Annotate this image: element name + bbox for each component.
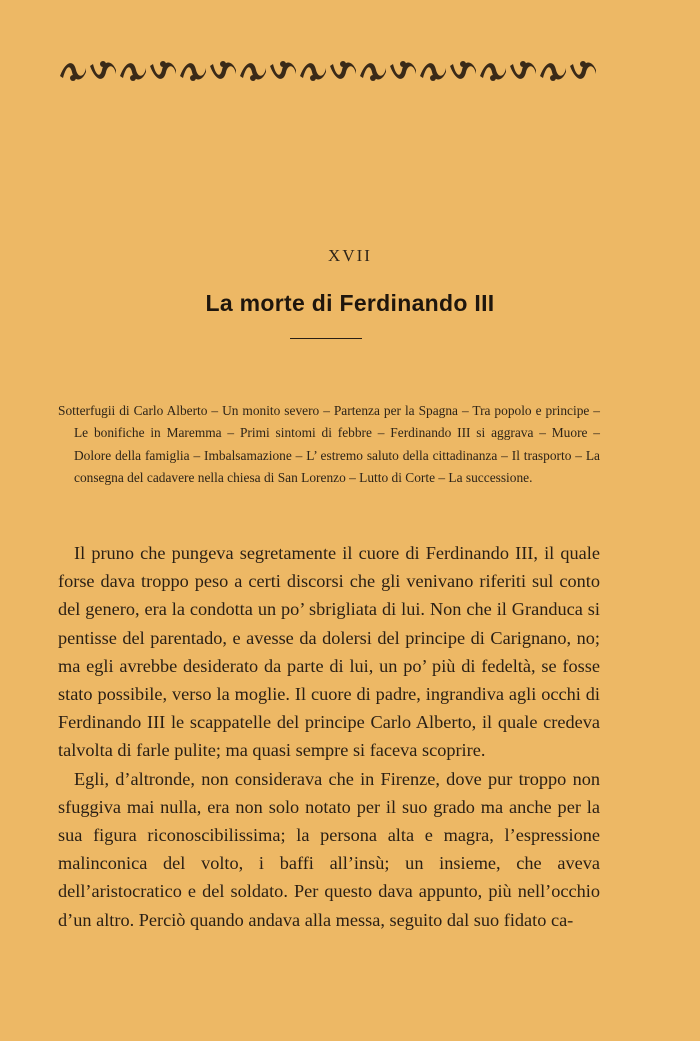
vine-bud-icon (220, 61, 226, 67)
chapter-number: XVII (328, 246, 372, 265)
vine-bud-icon (160, 61, 166, 67)
vine-bud-icon (430, 75, 436, 81)
vine-bud-icon (370, 75, 376, 81)
title-divider (290, 338, 362, 339)
paragraph: Egli, d’altronde, non considerava che in Firenze, dove pur troppo non sfuggiva mai nulla, era non solo notato per il suo grado ma anche per la sua figura riconoscibilissima; la persona alta e magra, l’espressione malinconica del volto, i baffi all’insù; un insieme, che aveva dell’aristocratico e del soldato. Per questo dava appunto, più nell’occhio d’un altro. Perciò quando andava alla messa, seguito dal suo fidato ca- (58, 768, 600, 930)
paragraph: Il pruno che pungeva segretamente il cuore di Ferdinando III, il quale forse dava troppo peso a certi discorsi che gli venivano riferiti sul conto del genero, era la condotta un po’ sbrigliata di lui. Non che il Granduca si pentisse del parentado, e avesse da dolersi del principe di Carignano, no; ma egli avrebbe desiderato da parte di lui, un po’ più di fedeltà, se fosse stato possibile, verso la moglie. Il cuore di padre, ingrandiva agli occhi di Ferdinando III le scappatelle del principe Carlo Alberto, il quale credeva talvolta di farle pulite; ma quasi sempre si faceva scoprire. (58, 543, 600, 761)
vine-bud-icon (130, 75, 136, 81)
vine-bud-icon (250, 75, 256, 81)
vine-bud-icon (550, 75, 556, 81)
chapter-title: La morte di Ferdinando III (205, 290, 495, 316)
vine-bud-icon (580, 61, 586, 67)
vine-bud-icon (490, 75, 496, 81)
vine-bud-icon (520, 61, 526, 67)
vine-bud-icon (280, 61, 286, 67)
chapter-summary: Sotterfugii di Carlo Alberto – Un monito severo – Partenza per la Spagna – Tra popolo e principe – Le bonifiche in Maremma – Primi sintomi di febbre – Ferdinando III si aggrava – Muore – Dolore della famiglia – Imbalsamazione – L’ estremo saluto della cittadinanza – Il trasporto – La consegna del cadavere nella chiesa di San Lorenzo – Lutto di Corte – La successione. (58, 403, 600, 485)
vine-bud-icon (340, 61, 346, 67)
body-text (58, 539, 600, 934)
vine-bud-icon (310, 75, 316, 81)
vine-bud-icon (100, 61, 106, 67)
floral-border-icon (58, 56, 598, 86)
vine-bud-icon (70, 75, 76, 81)
vine-bud-icon (190, 75, 196, 81)
vine-bud-icon (400, 61, 406, 67)
vine-bud-icon (460, 61, 466, 67)
